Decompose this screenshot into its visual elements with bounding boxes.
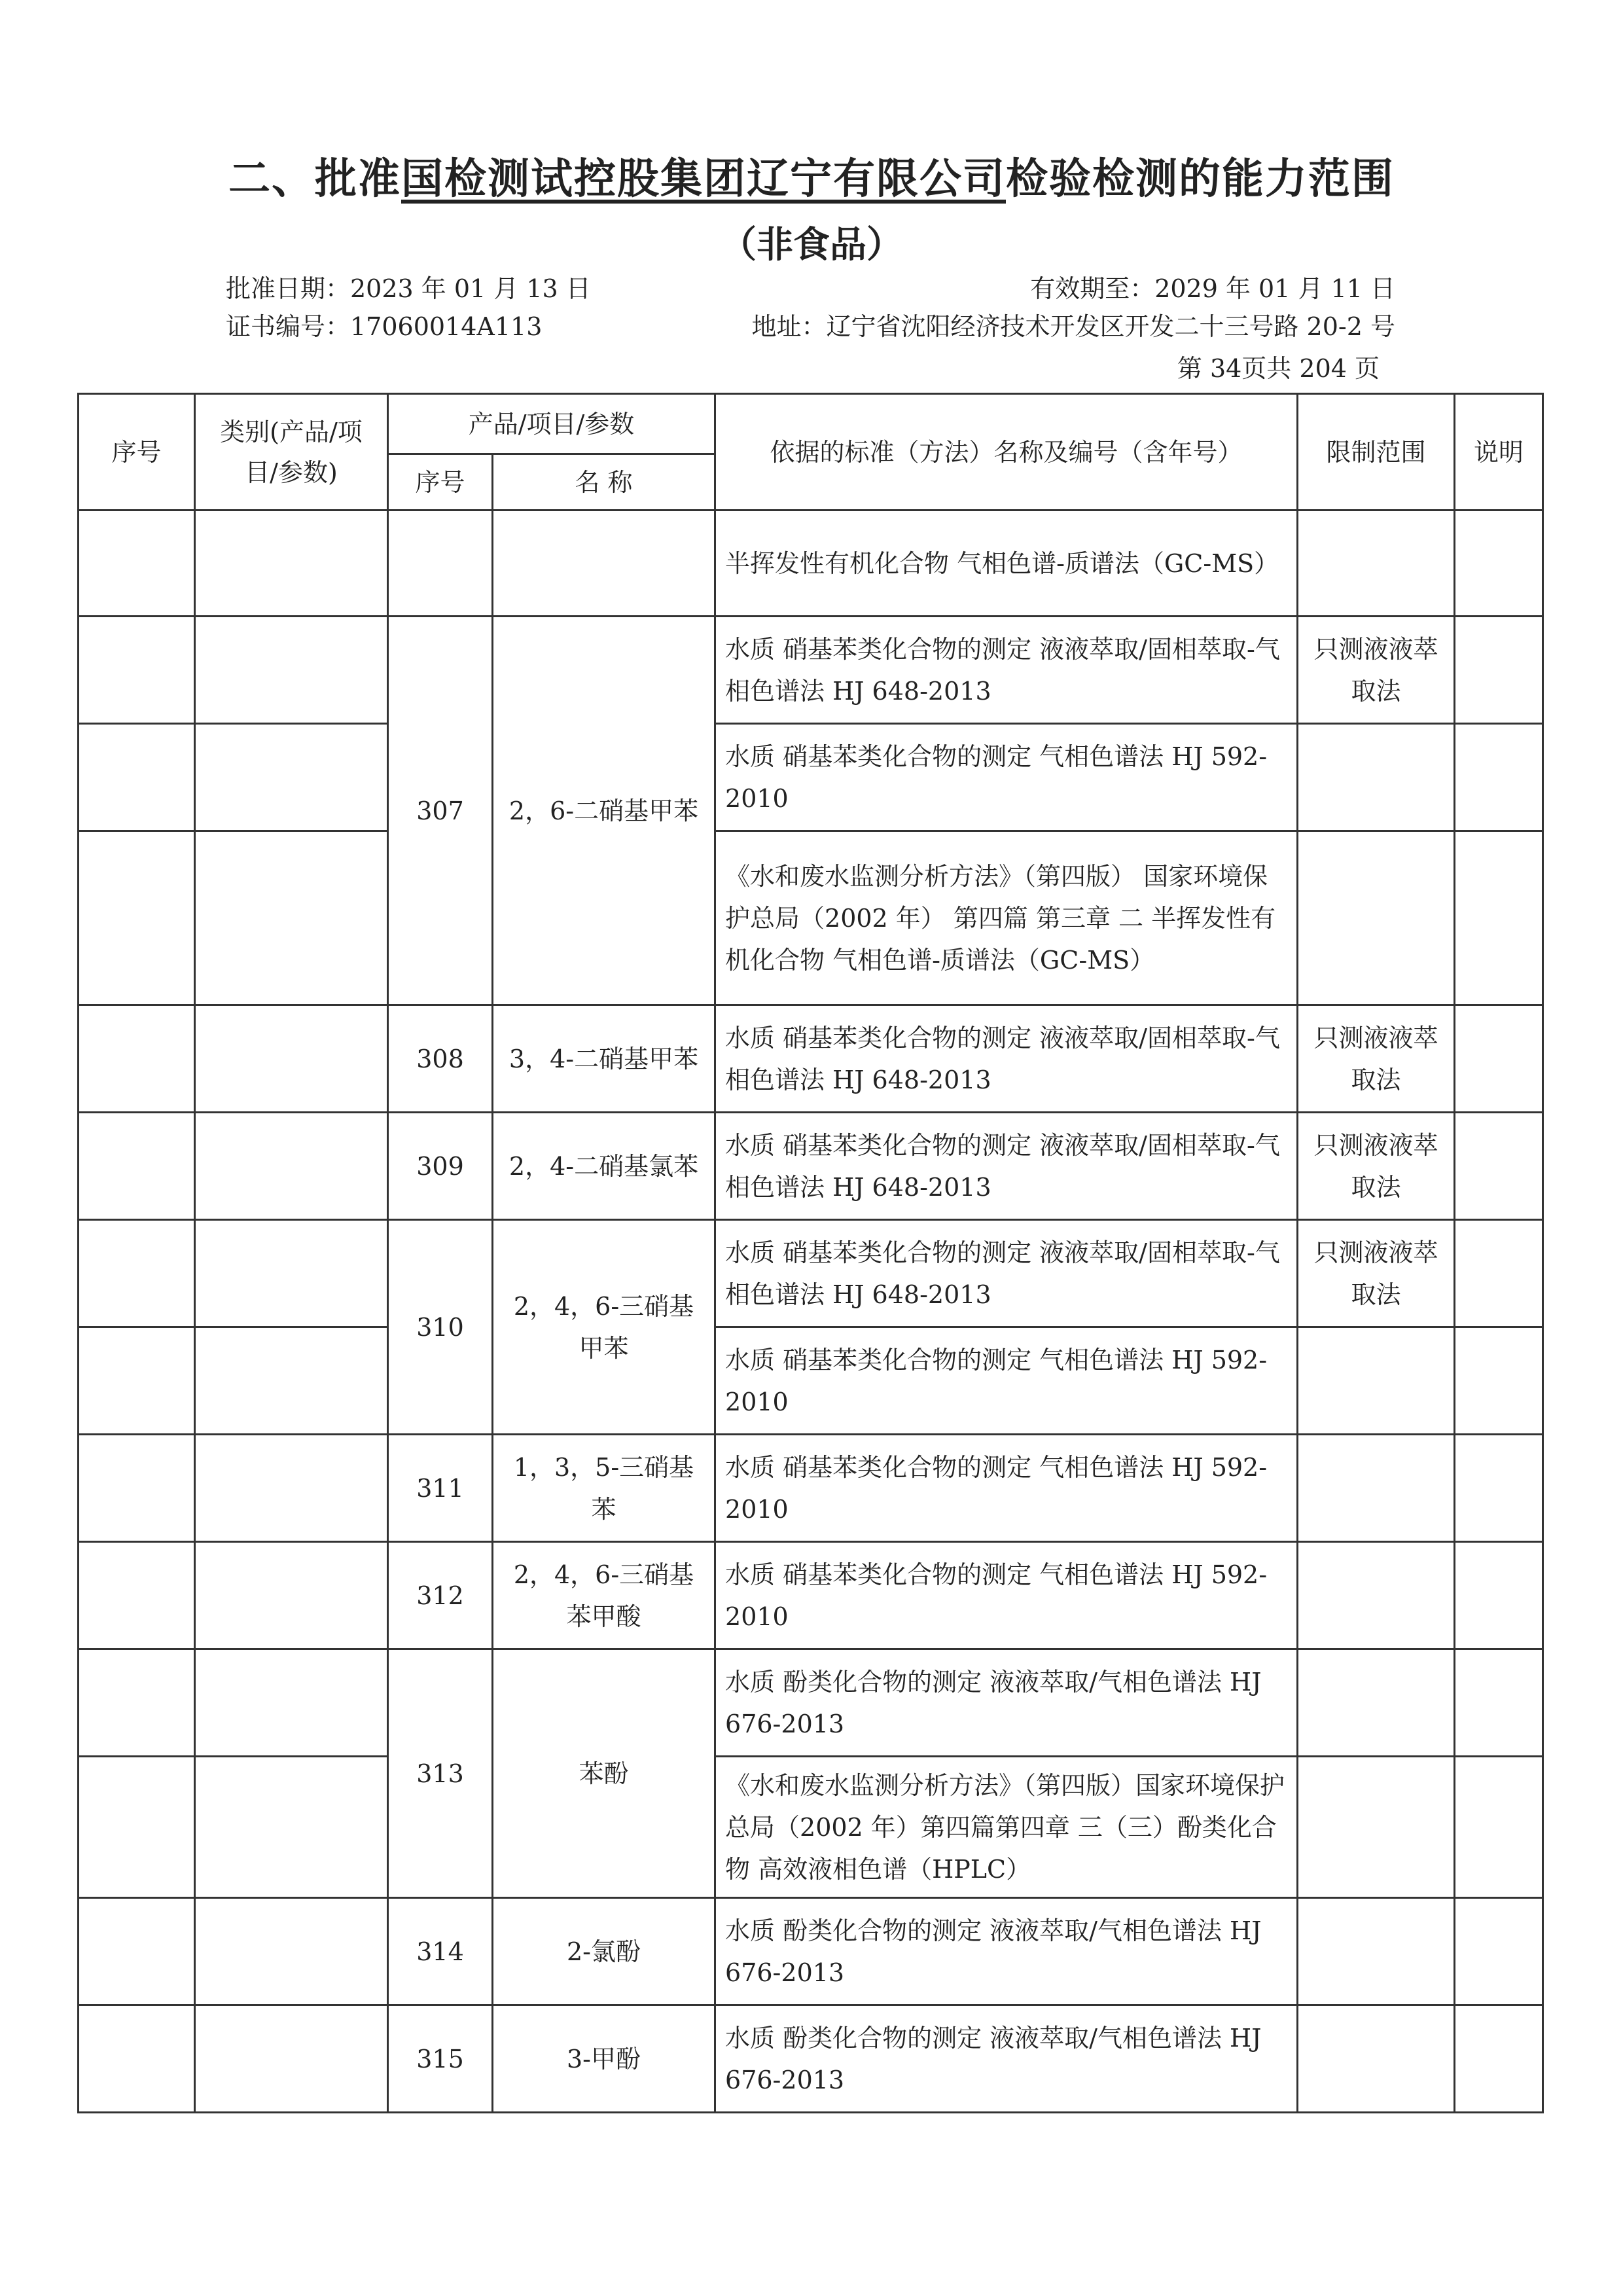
item-no: 312 (388, 1542, 493, 1649)
standard-cell: 水质 硝基苯类化合物的测定 液液萃取/固相萃取-气相色谱法 HJ 648-2013 (715, 1113, 1298, 1220)
standard-cell: 水质 硝基苯类化合物的测定 气相色谱法 HJ 592-2010 (715, 1435, 1298, 1542)
header-sub-name: 名 称 (493, 454, 715, 511)
header-standard: 依据的标准（方法）名称及编号（含年号） (715, 394, 1298, 511)
item-name: 3，4-二硝基甲苯 (493, 1005, 715, 1113)
standard-cell: 《水和废水监测分析方法》（第四版） 国家环境保护总局（2002 年） 第四篇 第三章 二 半挥发性有机化合物 气相色谱-质谱法（GC-MS） (715, 831, 1298, 1005)
limit-cell (1298, 1542, 1455, 1649)
item-name: 2，4，6-三硝基甲苯 (493, 1220, 715, 1435)
item-name: 3-甲酚 (493, 2005, 715, 2113)
item-name: 2-氯酚 (493, 1898, 715, 2005)
table-row (79, 511, 1543, 617)
table-row (79, 1113, 1543, 1220)
item-no: 308 (388, 1005, 493, 1113)
standard-cell: 水质 酚类化合物的测定 液液萃取/气相色谱法 HJ 676-2013 (715, 2005, 1298, 2113)
item-no: 309 (388, 1113, 493, 1220)
item-name: 1，3，5-三硝基苯 (493, 1435, 715, 1542)
address: 地址：辽宁省沈阳经济技术开发区开发二十三号路 20-2 号 (751, 312, 1395, 341)
item-no: 310 (388, 1220, 493, 1435)
table-row (79, 1220, 1543, 1327)
table-row (79, 1435, 1543, 1542)
standard-cell: 水质 酚类化合物的测定 液液萃取/气相色谱法 HJ 676-2013 (715, 1898, 1298, 2005)
limit-cell: 只测液液萃取法 (1298, 1005, 1455, 1113)
header-seq: 序号 (79, 394, 195, 511)
page-number: 第 34页共 204 页 (1177, 354, 1380, 383)
table-row (79, 1757, 1543, 1898)
item-name: 2，4，6-三硝基苯甲酸 (493, 1542, 715, 1649)
standard-cell: 《水和废水监测分析方法》（第四版）国家环境保护总局（2002 年）第四篇第四章 三（三）酚类化合物 高效液相色谱（HPLC） (715, 1757, 1298, 1898)
table-row (79, 1005, 1543, 1113)
header-note: 说明 (1455, 394, 1543, 511)
item-no: 315 (388, 2005, 493, 2113)
limit-cell (1298, 1757, 1455, 1898)
item-no (388, 511, 493, 617)
standard-cell: 水质 硝基苯类化合物的测定 气相色谱法 HJ 592-2010 (715, 1327, 1298, 1435)
limit-cell (1298, 1649, 1455, 1757)
limit-cell: 只测液液萃取法 (1298, 1113, 1455, 1220)
standard-cell: 水质 酚类化合物的测定 液液萃取/气相色谱法 HJ 676-2013 (715, 1649, 1298, 1757)
table-row (79, 2005, 1543, 2113)
page-subtitle: （非食品） (720, 224, 903, 266)
item-name: 苯酚 (493, 1649, 715, 1898)
limit-cell (1298, 724, 1455, 831)
standard-cell: 水质 硝基苯类化合物的测定 液液萃取/固相萃取-气相色谱法 HJ 648-2013 (715, 1005, 1298, 1113)
item-no: 313 (388, 1649, 493, 1898)
item-name: 2，6-二硝基甲苯 (493, 617, 715, 1005)
item-name: 2，4-二硝基氯苯 (493, 1113, 715, 1220)
limit-cell: 只测液液萃取法 (1298, 1220, 1455, 1327)
header-limit: 限制范围 (1298, 394, 1455, 511)
table-row (79, 1649, 1543, 1757)
standard-cell: 水质 硝基苯类化合物的测定 气相色谱法 HJ 592-2010 (715, 724, 1298, 831)
header-category: 类别(产品/项目/参数) (195, 394, 388, 511)
capability-table (77, 393, 1544, 2113)
company-name: 国检测试控股集团辽宁有限公司 (401, 155, 1006, 204)
table-row (79, 1542, 1543, 1649)
table-row (79, 831, 1543, 1005)
table-row (79, 1898, 1543, 2005)
standard-cell: 水质 硝基苯类化合物的测定 液液萃取/固相萃取-气相色谱法 HJ 648-2013 (715, 1220, 1298, 1327)
limit-cell (1298, 2005, 1455, 2113)
header-product-group: 产品/项目/参数 (388, 394, 715, 454)
valid-until: 有效期至：2029 年 01 月 11 日 (1030, 274, 1395, 303)
certificate-number: 证书编号：17060014A113 (226, 312, 543, 341)
standard-cell: 水质 硝基苯类化合物的测定 气相色谱法 HJ 592-2010 (715, 1542, 1298, 1649)
limit-cell (1298, 1435, 1455, 1542)
approval-date: 批准日期：2023 年 01 月 13 日 (226, 274, 591, 303)
limit-cell (1298, 1327, 1455, 1435)
table-row (79, 1327, 1543, 1435)
limit-cell (1298, 1898, 1455, 2005)
limit-cell (1298, 831, 1455, 1005)
item-no: 311 (388, 1435, 493, 1542)
limit-cell (1298, 511, 1455, 617)
limit-cell: 只测液液萃取法 (1298, 617, 1455, 724)
standard-cell: 半挥发性有机化合物 气相色谱-质谱法（GC-MS） (715, 511, 1298, 617)
table-row (79, 617, 1543, 724)
item-name (493, 511, 715, 617)
header-sub-seq: 序号 (388, 454, 493, 511)
table-row (79, 724, 1543, 831)
item-no: 314 (388, 1898, 493, 2005)
page-title: 二、批准国检测试控股集团辽宁有限公司检验检测的能力范围 (228, 155, 1395, 204)
item-no: 307 (388, 617, 493, 1005)
standard-cell: 水质 硝基苯类化合物的测定 液液萃取/固相萃取-气相色谱法 HJ 648-2013 (715, 617, 1298, 724)
